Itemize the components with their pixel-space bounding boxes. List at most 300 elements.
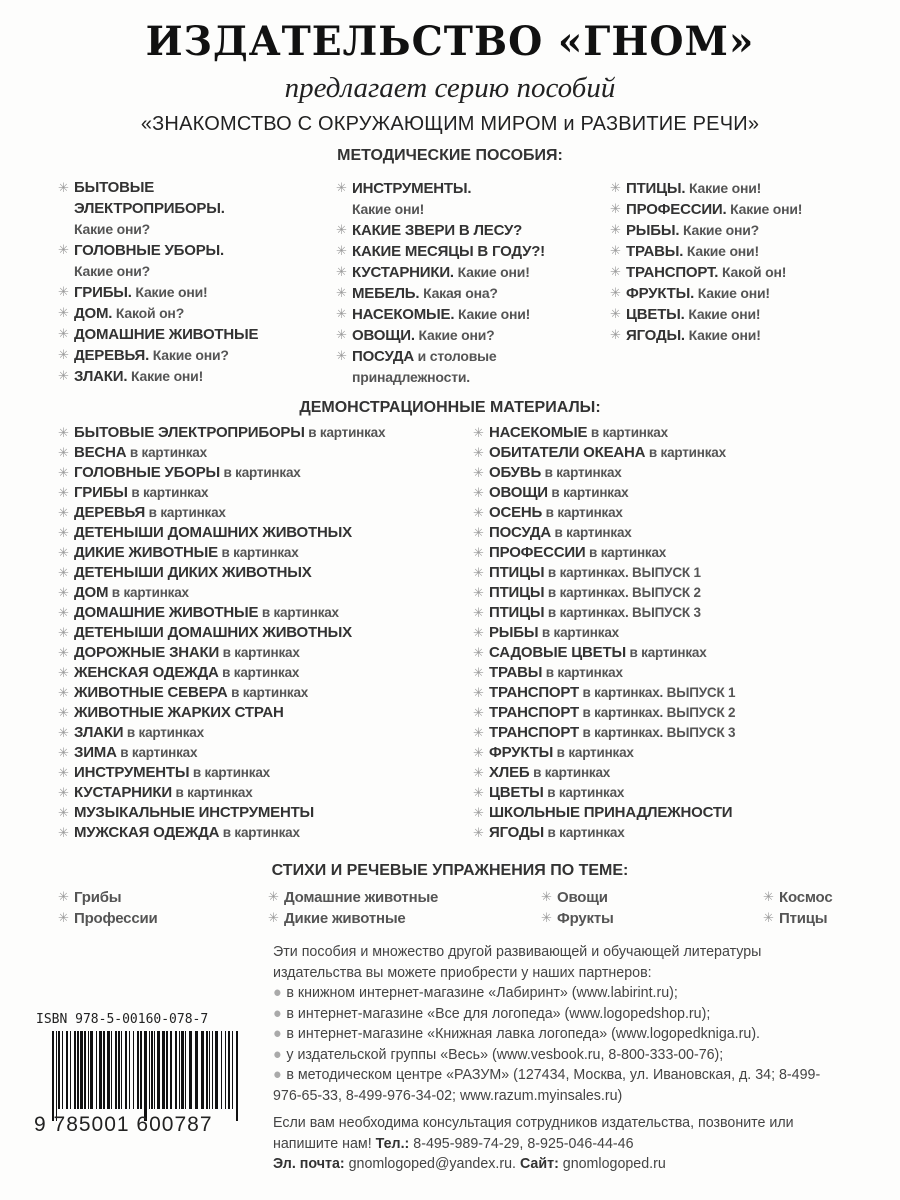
item-note: Какие они! xyxy=(694,285,770,301)
asterisk-icon: ✳ xyxy=(58,805,69,820)
asterisk-icon: ✳ xyxy=(473,525,484,540)
asterisk-icon: ✳ xyxy=(473,725,484,740)
asterisk-icon: ✳ xyxy=(473,685,484,700)
item-title: ГРИБЫ. xyxy=(74,284,132,301)
item-title: КАКИЕ ЗВЕРИ В ЛЕСУ? xyxy=(352,222,523,239)
item-title: БЫТОВЫЕ ЭЛЕКТРОПРИБОРЫ. xyxy=(74,179,225,217)
item-note: Какие они? xyxy=(74,263,150,279)
item-note: в картинках xyxy=(542,665,623,680)
item-title: ГРИБЫ xyxy=(74,484,128,501)
item-note: в картинках xyxy=(550,525,632,540)
list-item xyxy=(610,178,880,199)
email: gnomlogoped@yandex.ru. xyxy=(348,1155,516,1172)
item-title: ДОМ xyxy=(74,584,109,601)
list-item xyxy=(58,366,328,387)
barcode-bar xyxy=(103,1031,105,1109)
barcode-bar xyxy=(77,1031,79,1109)
item-title: ПОСУДА xyxy=(489,524,551,541)
asterisk-icon: ✳ xyxy=(58,525,69,540)
barcode-bar xyxy=(179,1031,180,1109)
list-item xyxy=(58,423,468,443)
asterisk-icon: ✳ xyxy=(473,765,484,780)
partner-text: в методическом центре «РАЗУМ» (127434, Москва, ул. Ивановская, д. 34; 8-499-976-65-33, 8-499-976-34-02; www.razum.myinsales.ru) xyxy=(273,1066,821,1104)
contact-block xyxy=(273,1113,843,1175)
item-title: КАКИЕ МЕСЯЦЫ В ГОДУ?! xyxy=(352,243,545,260)
list-item xyxy=(58,543,468,563)
list-item xyxy=(473,543,883,563)
item-title: ОВОЩИ. xyxy=(352,327,415,344)
asterisk-icon: ✳ xyxy=(58,326,69,341)
asterisk-icon: ✳ xyxy=(610,327,621,342)
barcode-bar xyxy=(195,1031,198,1109)
barcode-bar xyxy=(121,1031,122,1109)
barcode-bar xyxy=(96,1031,97,1109)
list-item xyxy=(336,325,606,346)
asterisk-icon: ✳ xyxy=(268,910,279,925)
list-item xyxy=(58,803,468,823)
barcode-bar xyxy=(221,1031,222,1109)
item-note: в картинках xyxy=(529,765,611,780)
asterisk-icon: ✳ xyxy=(58,585,69,600)
asterisk-icon: ✳ xyxy=(58,368,69,383)
list-item xyxy=(336,304,606,325)
barcode-bar xyxy=(236,1031,238,1121)
item-note: в картинках xyxy=(219,465,301,480)
asterisk-icon: ✳ xyxy=(473,625,484,640)
barcode-icon xyxy=(40,1031,245,1121)
methodical-column xyxy=(610,178,880,346)
asterisk-icon: ✳ xyxy=(58,745,69,760)
barcode-bar xyxy=(74,1031,76,1109)
barcode-bar xyxy=(125,1031,127,1109)
asterisk-icon: ✳ xyxy=(473,465,484,480)
phone: 8-495-989-74-29, 8-925-046-44-46 xyxy=(413,1134,634,1152)
poems-column xyxy=(268,887,528,929)
item-title: ТРАНСПОРТ xyxy=(489,704,579,721)
item-title: ОВОЩИ xyxy=(489,484,548,501)
item-title: КУСТАРНИКИ xyxy=(74,784,172,801)
isbn-text: ISBN 978-5-00160-078-7 xyxy=(36,1012,209,1027)
asterisk-icon: ✳ xyxy=(336,180,347,195)
item-note: в картинках xyxy=(171,785,253,800)
item-note: Какие они! xyxy=(683,243,759,259)
asterisk-icon: ✳ xyxy=(58,505,69,520)
barcode-bar xyxy=(118,1031,120,1109)
list-item xyxy=(473,723,883,743)
item-title: КУСТАРНИКИ. xyxy=(352,264,454,281)
barcode-bar xyxy=(80,1031,83,1109)
list-item xyxy=(336,262,606,283)
asterisk-icon: ✳ xyxy=(58,242,69,257)
item-note: Какие они! xyxy=(685,180,762,196)
item-note: в картинках xyxy=(108,585,189,600)
item-note: в картинках xyxy=(541,465,622,480)
item-title: МУЖСКАЯ ОДЕЖДА xyxy=(74,824,220,841)
item-title: ФРУКТЫ xyxy=(489,744,554,761)
item-title: НАСЕКОМЫЕ. xyxy=(352,306,455,323)
asterisk-icon: ✳ xyxy=(610,243,621,258)
asterisk-icon: ✳ xyxy=(610,285,621,300)
asterisk-icon: ✳ xyxy=(336,264,347,279)
item-title: ИНСТРУМЕНТЫ. xyxy=(352,180,472,197)
list-item xyxy=(473,703,883,723)
barcode-bar xyxy=(149,1031,150,1109)
item-title: БЫТОВЫЕ ЭЛЕКТРОПРИБОРЫ xyxy=(74,424,305,441)
item-note: Какие они? xyxy=(679,222,759,238)
item-title: ЗЛАКИ. xyxy=(74,368,128,385)
asterisk-icon: ✳ xyxy=(58,284,69,299)
item-note: в картинках xyxy=(189,765,270,780)
item-title: ПТИЦЫ. xyxy=(626,180,686,197)
barcode-bar xyxy=(151,1031,153,1109)
item-title: ОБУВЬ xyxy=(489,464,542,481)
list-item xyxy=(763,887,893,908)
asterisk-icon: ✳ xyxy=(58,347,69,362)
list-item xyxy=(58,683,468,703)
item-title: ДИКИЕ ЖИВОТНЫЕ xyxy=(74,544,218,561)
item-title: ГОЛОВНЫЕ УБОРЫ. xyxy=(74,242,224,259)
asterisk-icon: ✳ xyxy=(58,825,69,840)
list-item xyxy=(763,908,893,929)
list-item xyxy=(336,346,606,388)
methodical-column xyxy=(58,178,328,387)
asterisk-icon: ✳ xyxy=(58,625,69,640)
list-item xyxy=(58,723,468,743)
list-item xyxy=(473,423,883,443)
item-title: ТРАНСПОРТ xyxy=(489,684,579,701)
barcode-bar xyxy=(209,1031,210,1109)
item-note: в картинках xyxy=(585,545,667,560)
barcode-bar xyxy=(70,1031,71,1109)
asterisk-icon: ✳ xyxy=(473,485,484,500)
barcode-bar xyxy=(232,1031,233,1109)
asterisk-icon: ✳ xyxy=(473,705,484,720)
item-title: Птицы xyxy=(779,910,828,927)
list-item xyxy=(268,887,528,908)
barcode-bar xyxy=(84,1031,86,1109)
site: gnomlogoped.ru xyxy=(562,1155,666,1172)
item-title: ДЕТЕНЫШИ ДОМАШНИХ ЖИВОТНЫХ xyxy=(74,524,352,541)
methodical-column xyxy=(336,178,606,388)
item-title: ОБИТАТЕЛИ ОКЕАНА xyxy=(489,444,646,461)
asterisk-icon: ✳ xyxy=(763,889,774,904)
item-title: ЖИВОТНЫЕ ЖАРКИХ СТРАН xyxy=(74,704,284,721)
list-item xyxy=(58,463,468,483)
asterisk-icon: ✳ xyxy=(268,889,279,904)
barcode-bar xyxy=(129,1031,130,1109)
item-title: ЯГОДЫ xyxy=(489,824,544,841)
list-item xyxy=(473,803,883,823)
demo-column xyxy=(58,423,468,843)
list-item xyxy=(473,643,883,663)
item-note: в картинках xyxy=(219,825,300,840)
list-item xyxy=(58,303,328,324)
item-title: ХЛЕБ xyxy=(489,764,530,781)
list-item xyxy=(610,241,880,262)
item-title: ПРОФЕССИИ xyxy=(489,544,586,561)
barcode-bar xyxy=(215,1031,218,1109)
list-item xyxy=(58,443,468,463)
item-title: Дикие животные xyxy=(284,910,406,927)
asterisk-icon: ✳ xyxy=(58,445,69,460)
asterisk-icon: ✳ xyxy=(58,545,69,560)
item-title: РЫБЫ. xyxy=(626,222,680,239)
asterisk-icon: ✳ xyxy=(58,725,69,740)
list-item xyxy=(58,887,258,908)
item-note: в картинках. ВЫПУСК 3 xyxy=(544,605,701,620)
item-title: ДОМ. xyxy=(74,305,113,322)
item-title: ФРУКТЫ. xyxy=(626,285,695,302)
list-item xyxy=(58,643,468,663)
asterisk-icon: ✳ xyxy=(58,425,69,440)
list-item xyxy=(473,563,883,583)
barcode-bar xyxy=(181,1031,184,1109)
item-note: Какие они? xyxy=(149,347,229,363)
item-title: ТРАНСПОРТ. xyxy=(626,264,719,281)
list-item xyxy=(473,763,883,783)
item-note: в картинках xyxy=(587,425,668,440)
item-note: в картинках xyxy=(547,485,629,500)
item-title: ВЕСНА xyxy=(74,444,127,461)
asterisk-icon: ✳ xyxy=(541,889,552,904)
asterisk-icon: ✳ xyxy=(473,805,484,820)
item-note: Какие они! xyxy=(127,368,204,384)
poems-heading: СТИХИ И РЕЧЕВЫЕ УПРАЖНЕНИЯ ПО ТЕМЕ: xyxy=(271,862,629,879)
list-item xyxy=(473,663,883,683)
asterisk-icon: ✳ xyxy=(58,605,69,620)
asterisk-icon: ✳ xyxy=(610,180,621,195)
item-note: в картинках xyxy=(126,445,207,460)
asterisk-icon: ✳ xyxy=(336,348,347,363)
barcode-bar xyxy=(99,1031,102,1109)
list-item xyxy=(58,282,328,303)
dot-icon: ● xyxy=(273,1045,282,1063)
item-note: в картинках. ВЫПУСК 1 xyxy=(544,565,701,580)
list-item xyxy=(610,199,880,220)
item-title: ПТИЦЫ xyxy=(489,564,545,581)
barcode-bar xyxy=(58,1031,60,1109)
list-item xyxy=(610,325,880,346)
asterisk-icon: ✳ xyxy=(763,910,774,925)
asterisk-icon: ✳ xyxy=(58,705,69,720)
list-item xyxy=(473,783,883,803)
list-item xyxy=(610,262,880,283)
item-title: Фрукты xyxy=(557,910,614,927)
item-note: в картинках xyxy=(553,745,634,760)
item-title: ЖИВОТНЫЕ СЕВЕРА xyxy=(74,684,228,701)
item-title: ЖЕНСКАЯ ОДЕЖДА xyxy=(74,664,219,681)
barcode-bar xyxy=(137,1031,139,1109)
barcode-bar xyxy=(107,1031,110,1109)
item-note: в картинках xyxy=(145,505,226,520)
asterisk-icon: ✳ xyxy=(336,285,347,300)
barcode-bar xyxy=(88,1031,89,1109)
item-note: в картинках xyxy=(219,645,300,660)
item-note: в картинках xyxy=(625,645,707,660)
item-title: ОСЕНЬ xyxy=(489,504,543,521)
item-title: ЗИМА xyxy=(74,744,117,761)
asterisk-icon: ✳ xyxy=(473,445,484,460)
item-note: в картинках xyxy=(116,745,198,760)
asterisk-icon: ✳ xyxy=(58,665,69,680)
asterisk-icon: ✳ xyxy=(473,785,484,800)
asterisk-icon: ✳ xyxy=(541,910,552,925)
item-note: в картинках. ВЫПУСК 2 xyxy=(578,705,736,720)
list-item xyxy=(473,603,883,623)
asterisk-icon: ✳ xyxy=(58,685,69,700)
item-note: Какой он? xyxy=(112,305,185,321)
item-note: Какие они! xyxy=(453,264,530,280)
asterisk-icon: ✳ xyxy=(336,222,347,237)
barcode-bar xyxy=(175,1031,177,1109)
item-note: Какой он! xyxy=(718,264,787,280)
barcode-bar xyxy=(144,1031,147,1121)
demo-column xyxy=(473,423,883,843)
asterisk-icon: ✳ xyxy=(610,222,621,237)
barcode-bar xyxy=(212,1031,213,1109)
item-title: ТРАНСПОРТ xyxy=(489,724,579,741)
asterisk-icon: ✳ xyxy=(58,910,69,925)
item-note: Какие они! xyxy=(454,306,531,322)
list-item xyxy=(473,683,883,703)
asterisk-icon: ✳ xyxy=(473,825,484,840)
dot-icon: ● xyxy=(273,1025,282,1042)
partner-item xyxy=(273,1065,843,1106)
list-item xyxy=(268,908,528,929)
item-title: Профессии xyxy=(74,910,158,927)
barcode-bar xyxy=(185,1031,186,1109)
list-item xyxy=(58,178,328,240)
list-item xyxy=(58,908,258,929)
partner-text: в интернет-магазине «Книжная лавка логопеда» (www.logopedkniga.ru). xyxy=(286,1025,761,1042)
barcode-bar xyxy=(228,1031,230,1109)
item-title: ПТИЦЫ xyxy=(489,604,545,621)
asterisk-icon: ✳ xyxy=(473,645,484,660)
poems-column xyxy=(58,887,258,929)
poems-column xyxy=(541,887,741,929)
asterisk-icon: ✳ xyxy=(610,306,621,321)
subtitle: предлагает серию пособий xyxy=(284,72,616,104)
partner-item xyxy=(273,1045,843,1066)
methodical-heading: МЕТОДИЧЕСКИЕ ПОСОБИЯ: xyxy=(337,147,563,164)
list-item xyxy=(58,324,328,345)
barcode-bar xyxy=(201,1031,204,1109)
barcode-bar xyxy=(90,1031,93,1109)
partners-intro: Эти пособия и множество другой развивающей и обучающей литературы издательства вы можете приобрести у наших партнеров: xyxy=(273,943,762,981)
list-item xyxy=(473,523,883,543)
list-item xyxy=(58,483,468,503)
list-item xyxy=(58,603,468,623)
list-item xyxy=(336,220,606,241)
item-title: ТРАВЫ. xyxy=(626,243,684,260)
asterisk-icon: ✳ xyxy=(58,889,69,904)
item-title: ЦВЕТЫ. xyxy=(626,306,685,323)
item-title: НАСЕКОМЫЕ xyxy=(489,424,588,441)
list-item xyxy=(336,178,606,220)
partner-text: в интернет-магазине «Все для логопеда» (www.logopedshop.ru); xyxy=(286,1004,711,1022)
asterisk-icon: ✳ xyxy=(473,425,484,440)
list-item xyxy=(58,523,468,543)
item-note: Какие они! xyxy=(352,201,425,217)
item-title: Космос xyxy=(779,889,833,906)
item-title: Домашние животные xyxy=(284,889,439,906)
barcode-bar xyxy=(157,1031,160,1109)
partner-text: в книжном интернет-магазине «Лабиринт» (www.labirint.ru); xyxy=(286,984,678,1001)
list-item xyxy=(58,563,468,583)
poems-column xyxy=(763,887,893,929)
item-title: ДЕТЕНЫШИ ДИКИХ ЖИВОТНЫХ xyxy=(74,564,312,581)
item-note: в картинках xyxy=(218,665,300,680)
item-note: в картинках xyxy=(543,825,625,840)
barcode-bar xyxy=(111,1031,112,1109)
dot-icon: ● xyxy=(273,1004,282,1022)
asterisk-icon: ✳ xyxy=(58,485,69,500)
item-note: Какие они? xyxy=(414,327,495,343)
asterisk-icon: ✳ xyxy=(58,645,69,660)
item-note: Какие они! xyxy=(684,327,761,343)
item-title: ПОСУДА xyxy=(352,348,414,365)
item-title: МУЗЫКАЛЬНЫЕ ИНСТРУМЕНТЫ xyxy=(74,804,315,821)
list-item xyxy=(58,743,468,763)
contact-text: Если вам необходима консультация сотрудников издательства, позвоните или напишите нам! xyxy=(273,1114,794,1152)
list-item xyxy=(541,887,741,908)
list-item xyxy=(473,623,883,643)
barcode-bar xyxy=(133,1031,134,1109)
barcode-bar xyxy=(166,1031,168,1109)
email-label: Эл. почта: xyxy=(273,1155,345,1172)
item-note: Какие они? xyxy=(74,221,150,237)
item-title: Овощи xyxy=(557,889,608,906)
asterisk-icon: ✳ xyxy=(473,545,484,560)
barcode-digits: 9 785001 600787 xyxy=(34,1113,213,1136)
item-note: в картинках xyxy=(538,625,619,640)
item-title: САДОВЫЕ ЦВЕТЫ xyxy=(489,644,626,661)
item-note: в картинках. ВЫПУСК 1 xyxy=(578,685,736,700)
asterisk-icon: ✳ xyxy=(610,264,621,279)
list-item xyxy=(58,583,468,603)
barcode-bar xyxy=(56,1031,57,1121)
item-title: РЫБЫ xyxy=(489,624,539,641)
list-item xyxy=(473,823,883,843)
barcode-bar xyxy=(162,1031,165,1109)
item-title: ДЕТЕНЫШИ ДОМАШНИХ ЖИВОТНЫХ xyxy=(74,624,352,641)
barcode-bar xyxy=(52,1031,54,1121)
item-title: ДЕРЕВЬЯ. xyxy=(74,347,150,364)
item-note: Какие они! xyxy=(726,201,803,217)
list-item xyxy=(58,240,328,282)
item-title: ПТИЦЫ xyxy=(489,584,545,601)
barcode-bar xyxy=(206,1031,208,1109)
list-item xyxy=(541,908,741,929)
item-title: ПРОФЕССИИ. xyxy=(626,201,727,218)
barcode-bar xyxy=(154,1031,155,1109)
list-item xyxy=(58,763,468,783)
item-title: Грибы xyxy=(74,889,122,906)
series-title: «ЗНАКОМСТВО С ОКРУЖАЮЩИМ МИРОМ и РАЗВИТИЕ РЕЧИ» xyxy=(140,113,760,135)
list-item xyxy=(610,220,880,241)
item-title: ТРАВЫ xyxy=(489,664,543,681)
item-title: ШКОЛЬНЫЕ ПРИНАДЛЕЖНОСТИ xyxy=(489,804,733,821)
list-item xyxy=(473,483,883,503)
item-note: в картинках xyxy=(127,485,209,500)
partner-text: у издательской группы «Весь» (www.vesbook.ru, 8-800-333-00-76); xyxy=(286,1045,724,1063)
asterisk-icon: ✳ xyxy=(610,201,621,216)
asterisk-icon: ✳ xyxy=(58,565,69,580)
asterisk-icon: ✳ xyxy=(473,565,484,580)
site-label: Сайт: xyxy=(519,1155,559,1172)
asterisk-icon: ✳ xyxy=(58,785,69,800)
asterisk-icon: ✳ xyxy=(473,505,484,520)
